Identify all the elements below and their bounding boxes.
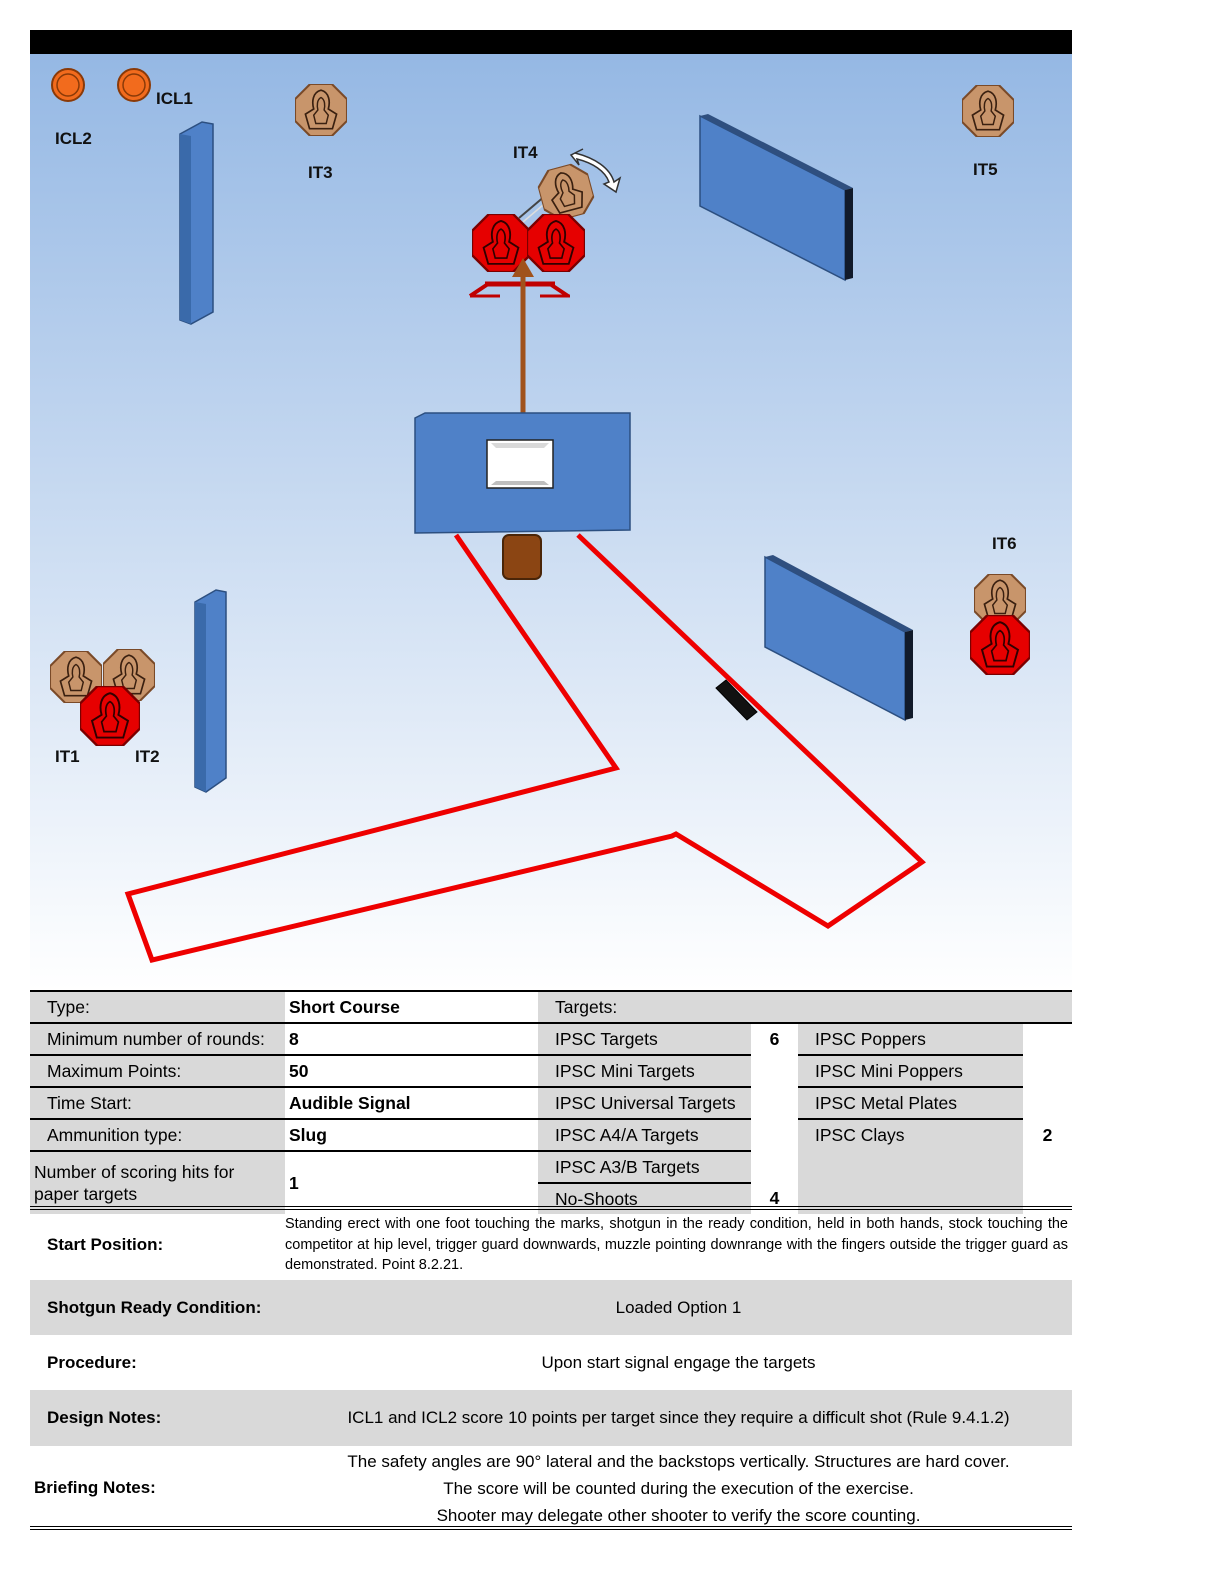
barrier-wall-left-top	[180, 122, 213, 324]
ready-condition-label: Shotgun Ready Condition:	[47, 1297, 262, 1317]
label-it1: IT1	[55, 747, 80, 766]
label-icl1: ICL1	[156, 89, 193, 108]
paper-target-it5	[962, 85, 1014, 137]
clay-target-icl2	[52, 69, 84, 101]
targets-header: Targets:	[538, 991, 1072, 1023]
ipsc-mini-poppers-label: IPSC Mini Poppers	[798, 1055, 1023, 1087]
scoring-hits-label: Number of scoring hits for paper targets	[30, 1151, 285, 1214]
design-notes-label: Design Notes:	[47, 1408, 162, 1427]
label-it2: IT2	[135, 747, 160, 766]
label-it4: IT4	[513, 143, 538, 162]
time-start-label: Time Start:	[30, 1087, 285, 1119]
min-rounds-label: Minimum number of rounds:	[30, 1023, 285, 1055]
ipsc-metal-plates-label: IPSC Metal Plates	[798, 1087, 1023, 1119]
shooting-structure	[415, 413, 630, 533]
start-position-text: Standing erect with one foot touching the marks, shotgun in the ready condition, held in both hands, stock touching the competitor at hip level, trigger guard downwards, muzzle pointing downrange with the fingers outside the trigger guard as demonstrated. Point 8.2.21.	[285, 1216, 1068, 1274]
bottom-rule	[30, 1526, 1072, 1530]
ipsc-targets-label: IPSC Targets	[538, 1023, 751, 1055]
paper-target-it3	[295, 84, 347, 136]
ammunition-label: Ammunition type:	[30, 1119, 285, 1151]
ready-condition-value: Loaded Option 1	[615, 1297, 742, 1317]
popper-target-it1-it2	[80, 686, 140, 746]
label-it3: IT3	[308, 163, 333, 182]
briefing-note-line: Shooter may delegate other shooter to verify the score counting.	[436, 1505, 921, 1525]
ipsc-poppers-label: IPSC Poppers	[798, 1023, 1023, 1055]
ipsc-a4-targets-label: IPSC A4/A Targets	[538, 1119, 751, 1151]
ipsc-clays-count: 2	[1042, 1124, 1053, 1145]
popper-target-it4-right	[527, 214, 585, 272]
briefing-notes-lines	[285, 1448, 1072, 1529]
start-position-mark	[503, 535, 541, 579]
briefing-section	[30, 1206, 1072, 1530]
barrier-wall-left-bottom	[195, 590, 226, 792]
ipsc-a3-targets-label: IPSC A3/B Targets	[538, 1151, 751, 1183]
briefing-note-line: The safety angles are 90° lateral and the backstops vertically. Structures are hard cover.	[347, 1451, 1010, 1471]
no-shoots-count: 4	[769, 1188, 780, 1208]
time-start-value: Audible Signal	[285, 1087, 538, 1119]
clay-target-icl1	[118, 69, 150, 101]
popper-target-it6	[970, 615, 1030, 675]
start-position-label: Start Position:	[47, 1235, 164, 1254]
ipsc-clays-label: IPSC Clays	[798, 1119, 1023, 1151]
label-icl2: ICL2	[55, 129, 92, 148]
label-it5: IT5	[973, 160, 998, 179]
max-points-value: 50	[285, 1055, 538, 1087]
ipsc-targets-count: 6	[769, 1029, 780, 1049]
no-shoots-label: No-Shoots	[538, 1183, 751, 1214]
stage-diagram	[30, 30, 1072, 990]
design-notes-value: ICL1 and ICL2 score 10 points per target since they require a difficult shot (Rule 9.4.1.2)	[347, 1408, 1010, 1427]
ipsc-universal-targets-label: IPSC Universal Targets	[538, 1087, 751, 1119]
briefing-note-line: The score will be counted during the execution of the exercise.	[443, 1478, 914, 1498]
procedure-value: Upon start signal engage the targets	[541, 1352, 816, 1372]
type-label: Type:	[30, 991, 285, 1023]
scoring-hits-value: 1	[289, 1172, 299, 1193]
procedure-label: Procedure:	[47, 1352, 137, 1372]
ipsc-mini-targets-label: IPSC Mini Targets	[538, 1055, 751, 1087]
min-rounds-value: 8	[285, 1023, 538, 1055]
max-points-label: Maximum Points:	[30, 1055, 285, 1087]
header-bar	[30, 30, 1072, 54]
briefing-notes-label: Briefing Notes:	[34, 1478, 156, 1497]
stage-info-table	[30, 990, 1072, 1214]
ammunition-value: Slug	[285, 1119, 538, 1151]
type-value: Short Course	[285, 991, 538, 1023]
label-it6: IT6	[992, 534, 1017, 553]
